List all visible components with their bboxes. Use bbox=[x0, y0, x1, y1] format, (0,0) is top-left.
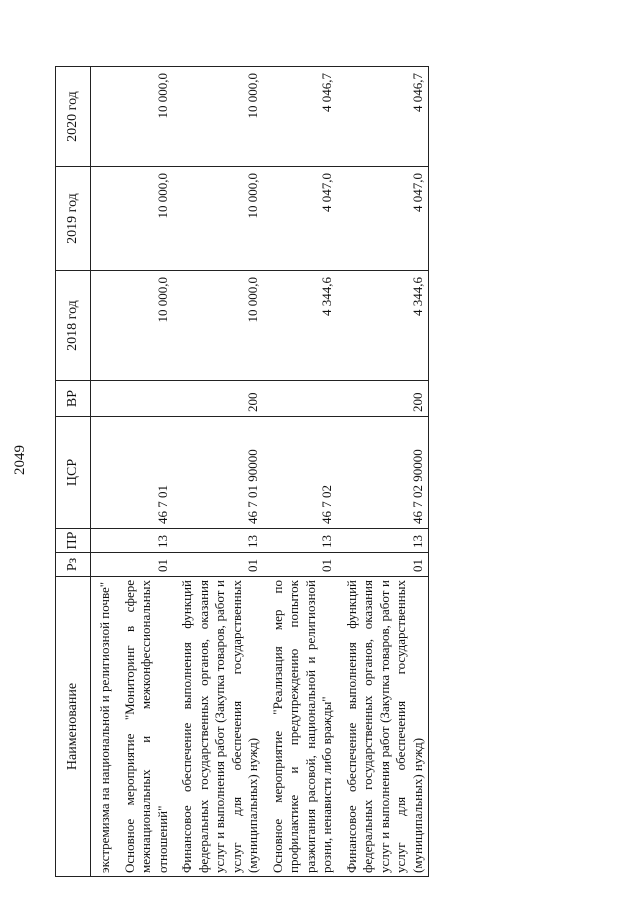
cell-rz bbox=[91, 553, 116, 577]
cell-2018: 4 344,6 bbox=[264, 271, 338, 381]
budget-table-sheet bbox=[55, 67, 570, 877]
page-number: 2049 bbox=[12, 445, 28, 475]
cell-vr bbox=[264, 381, 338, 417]
cell-rz: 01 bbox=[173, 553, 264, 577]
table-row bbox=[116, 67, 174, 877]
cell-2019: 10 000,0 bbox=[116, 167, 174, 271]
cell-2019: 4 047,0 bbox=[338, 167, 429, 271]
cell-2019: 10 000,0 bbox=[173, 167, 264, 271]
table-row bbox=[264, 67, 338, 877]
cell-csr: 46 7 01 bbox=[116, 417, 174, 529]
col-header-rz: Рз bbox=[56, 553, 91, 577]
cell-name: Основное мероприятие "Мониторинг в сфере межнациональных и межконфессиональных отношений" bbox=[116, 577, 174, 877]
cell-name: Финансовое обеспечение выполнения функций федеральных государственных органов, оказания услуг и выполнения работ (Закупка товаров, работ и услуг для обеспечения государственных (муниципальных) нужд) bbox=[338, 577, 429, 877]
cell-2019 bbox=[91, 167, 116, 271]
col-header-2020: 2020 год bbox=[56, 67, 91, 167]
col-header-2018: 2018 год bbox=[56, 271, 91, 381]
cell-pr: 13 bbox=[264, 529, 338, 553]
cell-csr: 46 7 02 bbox=[264, 417, 338, 529]
cell-pr: 13 bbox=[173, 529, 264, 553]
cell-vr bbox=[116, 381, 174, 417]
cell-2020: 10 000,0 bbox=[173, 67, 264, 167]
cell-name: Основное мероприятие "Реализация мер по профилактике и предупреждению попыток разжигания расовой, национальной и религиозной розни, ненависти либо вражды" bbox=[264, 577, 338, 877]
cell-vr: 200 bbox=[173, 381, 264, 417]
col-header-2019: 2019 год bbox=[56, 167, 91, 271]
cell-2020: 10 000,0 bbox=[116, 67, 174, 167]
cell-csr: 46 7 02 90000 bbox=[338, 417, 429, 529]
cell-pr bbox=[91, 529, 116, 553]
cell-vr: 200 bbox=[338, 381, 429, 417]
page-number-wrap bbox=[12, 445, 29, 475]
cell-name: экстремизма на национальной и религиозной почве" bbox=[91, 577, 116, 877]
col-header-csr: ЦСР bbox=[56, 417, 91, 529]
cell-csr bbox=[91, 417, 116, 529]
cell-2018 bbox=[91, 271, 116, 381]
table-row bbox=[91, 67, 116, 877]
cell-2020: 4 046,7 bbox=[338, 67, 429, 167]
table-row bbox=[173, 67, 264, 877]
cell-2018: 10 000,0 bbox=[116, 271, 174, 381]
col-header-name: Наименование bbox=[56, 577, 91, 877]
cell-vr bbox=[91, 381, 116, 417]
col-header-vr: ВР bbox=[56, 381, 91, 417]
cell-name: Финансовое обеспечение выполнения функций федеральных государственных органов, оказания услуг и выполнения работ (Закупка товаров, работ и услуг для обеспечения государственных (муниципальных) нужд) bbox=[173, 577, 264, 877]
cell-rz: 01 bbox=[264, 553, 338, 577]
table-row bbox=[338, 67, 429, 877]
cell-2018: 4 344,6 bbox=[338, 271, 429, 381]
budget-table bbox=[55, 66, 429, 877]
cell-2019: 4 047,0 bbox=[264, 167, 338, 271]
cell-csr: 46 7 01 90000 bbox=[173, 417, 264, 529]
cell-2020 bbox=[91, 67, 116, 167]
cell-2018: 10 000,0 bbox=[173, 271, 264, 381]
cell-rz: 01 bbox=[338, 553, 429, 577]
cell-rz: 01 bbox=[116, 553, 174, 577]
table-header-row bbox=[56, 67, 91, 877]
cell-pr: 13 bbox=[338, 529, 429, 553]
cell-2020: 4 046,7 bbox=[264, 67, 338, 167]
col-header-pr: ПР bbox=[56, 529, 91, 553]
cell-pr: 13 bbox=[116, 529, 174, 553]
